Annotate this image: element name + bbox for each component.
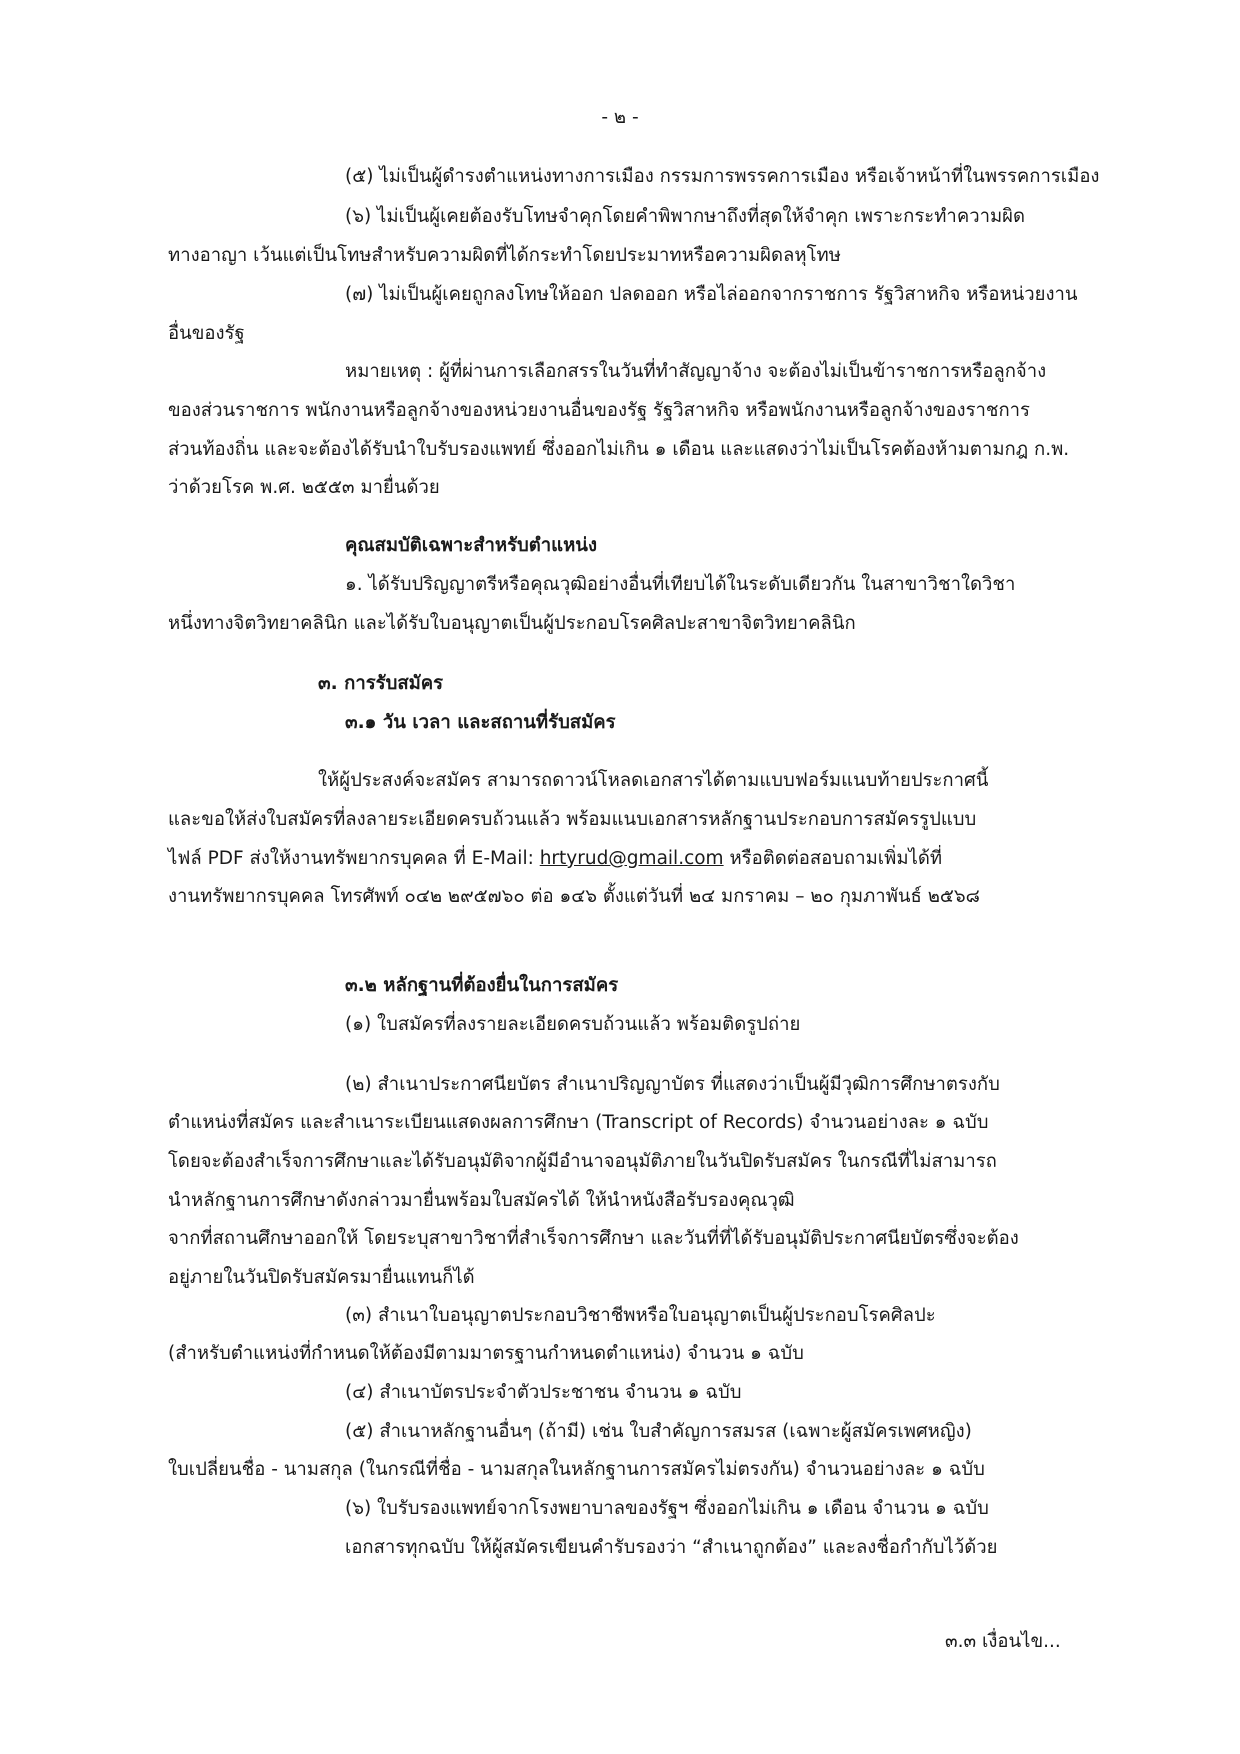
qualification-item-6-cont: ทางอาญา เว้นแต่เป็นโทษสำหรับความผิดที่ได้กระทำโดยประมาทหรือความผิดลหุโทษ — [168, 245, 841, 266]
application-para-line-2: และขอให้ส่งใบสมัครที่ลงลายระเอียดครบถ้วนแล้ว พร้อมแนบเอกสารหลักฐานประกอบการสมัครรูปแบบ — [168, 809, 977, 830]
evidence-item-3-cont: (สำหรับตำแหน่งที่กำหนดให้ต้องมีตามมาตรฐานกำหนดตำแหน่ง) จำนวน ๑ ฉบับ — [168, 1343, 804, 1364]
evidence-item-2-cont-3: นำหลักฐานการศึกษาดังกล่าวมายื่นพร้อมใบสมัครได้ ให้นำหนังสือรับรองคุณวุฒิ — [168, 1190, 795, 1211]
evidence-item-4: (๔) สำเนาบัตรประจำตัวประชาชน จำนวน ๑ ฉบับ — [345, 1382, 742, 1403]
application-para-line-3-start: ไฟล์ PDF ส่งให้งานทรัพยากรบุคคล ที่ E-Mail: — [168, 848, 540, 869]
application-para-line-4: งานทรัพยากรบุคคล โทรศัพท์ ๐๔๒ ๒๙๕๗๖๐ ต่อ ๑๔๖ ตั้งแต่วันที่ ๒๔ มกราคม – ๒๐ กุมภาพันธ์ ๒๕๖๘ — [168, 886, 980, 907]
application-para-line-1: ให้ผู้ประสงค์จะสมัคร สามารถดาวน์โหลดเอกสารได้ตามแบบฟอร์มแนบท้ายประกาศนี้ — [318, 770, 989, 791]
certification-note: เอกสารทุกฉบับ ให้ผู้สมัครเขียนคำรับรองว่า “สำเนาถูกต้อง” และลงชื่อกำกับไว้ด้วย — [345, 1537, 998, 1558]
continuation-marker: ๓.๓ เงื่อนไข... — [945, 1631, 1061, 1652]
evidence-item-2-cont-2: โดยจะต้องสำเร็จการศึกษาและได้รับอนุมัติจากผู้มีอำนาจอนุมัติภายในวันปิดรับสมัคร ในกรณีที่ไม่สามารถ — [168, 1151, 997, 1172]
evidence-item-2-cont-5: อยู่ภายในวันปิดรับสมัครมายื่นแทนก็ได้ — [168, 1267, 475, 1288]
specific-qualification-heading: คุณสมบัติเฉพาะสำหรับตำแหน่ง — [345, 535, 597, 556]
section-3-heading: ๓. การรับสมัคร — [318, 673, 444, 694]
evidence-item-3: (๓) สำเนาใบอนุญาตประกอบวิชาชีพหรือใบอนุญาตเป็นผู้ประกอบโรคศิลปะ — [345, 1305, 936, 1326]
note-line-4: ว่าด้วยโรค พ.ศ. ๒๕๕๓ มายื่นด้วย — [168, 477, 440, 498]
evidence-item-1: (๑) ใบสมัครที่ลงรายละเอียดครบถ้วนแล้ว พร้อมติดรูปถ่าย — [345, 1014, 801, 1035]
specific-qualification-1-cont: หนึ่งทางจิตวิทยาคลินิก และได้รับใบอนุญาตเป็นผู้ประกอบโรคศิลปะสาขาจิตวิทยาคลินิก — [168, 613, 856, 634]
note-line-2: ของส่วนราชการ พนักงานหรือลูกจ้างของหน่วยงานอื่นของรัฐ รัฐวิสาหกิจ หรือพนักงานหรือลูกจ้างของราชการ — [168, 400, 1030, 421]
evidence-item-2: (๒) สำเนาประกาศนียบัตร สำเนาปริญญาบัตร ที่แสดงว่าเป็นผู้มีวุฒิการศึกษาตรงกับ — [345, 1074, 1000, 1095]
note-line-1: หมายเหตุ : ผู้ที่ผ่านการเลือกสรรในวันที่ทำสัญญาจ้าง จะต้องไม่เป็นข้าราชการหรือลูกจ้าง — [345, 361, 1047, 382]
application-para-line-3-end: หรือติดต่อสอบถามเพิ่มได้ที่ — [723, 848, 943, 869]
specific-qualification-1: ๑. ได้รับปริญญาตรีหรือคุณวุฒิอย่างอื่นที่เทียบได้ในระดับเดียวกัน ในสาขาวิชาใดวิชา — [345, 574, 1016, 595]
section-3-1-heading: ๓.๑ วัน เวลา และสถานที่รับสมัคร — [345, 712, 616, 733]
evidence-item-5-cont: ใบเปลี่ยนชื่อ - นามสกุล (ในกรณีที่ชื่อ - นามสกุลในหลักฐานการสมัครไม่ตรงกัน) จำนวนอย่างละ ๑ ฉบับ — [168, 1459, 985, 1480]
qualification-item-7-cont: อื่นของรัฐ — [168, 323, 245, 344]
evidence-item-5: (๕) สำเนาหลักฐานอื่นๆ (ถ้ามี) เช่น ใบสำคัญการสมรส (เฉพาะผู้สมัครเพศหญิง) — [345, 1421, 972, 1442]
evidence-item-2-cont-1: ตำแหน่งที่สมัคร และสำเนาระเบียนแสดงผลการศึกษา (Transcript of Records) จำนวนอย่างละ ๑ ฉบับ — [168, 1112, 989, 1133]
evidence-item-6: (๖) ใบรับรองแพทย์จากโรงพยาบาลของรัฐฯ ซึ่งออกไม่เกิน ๑ เดือน จำนวน ๑ ฉบับ — [345, 1498, 989, 1519]
evidence-item-2-cont-4: จากที่สถานศึกษาออกให้ โดยระบุสาขาวิชาที่สำเร็จการศึกษา และวันที่ที่ได้รับอนุมัติประกาศนียบัตรซึ่งจะต้อง — [168, 1228, 1019, 1249]
application-para-line-3 — [168, 845, 942, 873]
qualification-item-5: (๕) ไม่เป็นผู้ดำรงตำแหน่งทางการเมือง กรรมการพรรคการเมือง หรือเจ้าหน้าที่ในพรรคการเมือง — [345, 166, 1100, 187]
qualification-item-6: (๖) ไม่เป็นผู้เคยต้องรับโทษจำคุกโดยคำพิพากษาถึงที่สุดให้จำคุก เพราะกระทำความผิด — [345, 206, 1026, 227]
page-number: - ๒ - — [601, 107, 639, 128]
email-link[interactable]: hrtyrud@gmail.com — [539, 848, 724, 869]
note-line-3: ส่วนท้องถิ่น และจะต้องได้รับนำใบรับรองแพทย์ ซึ่งออกไม่เกิน ๑ เดือน และแสดงว่าไม่เป็นโรคต้องห้ามตามกฎ ก.พ. — [168, 439, 1070, 460]
qualification-item-7: (๗) ไม่เป็นผู้เคยถูกลงโทษให้ออก ปลดออก หรือไล่ออกจากราชการ รัฐวิสาหกิจ หรือหน่วยงาน — [345, 284, 1078, 305]
section-3-2-heading: ๓.๒ หลักฐานที่ต้องยื่นในการสมัคร — [345, 975, 619, 996]
